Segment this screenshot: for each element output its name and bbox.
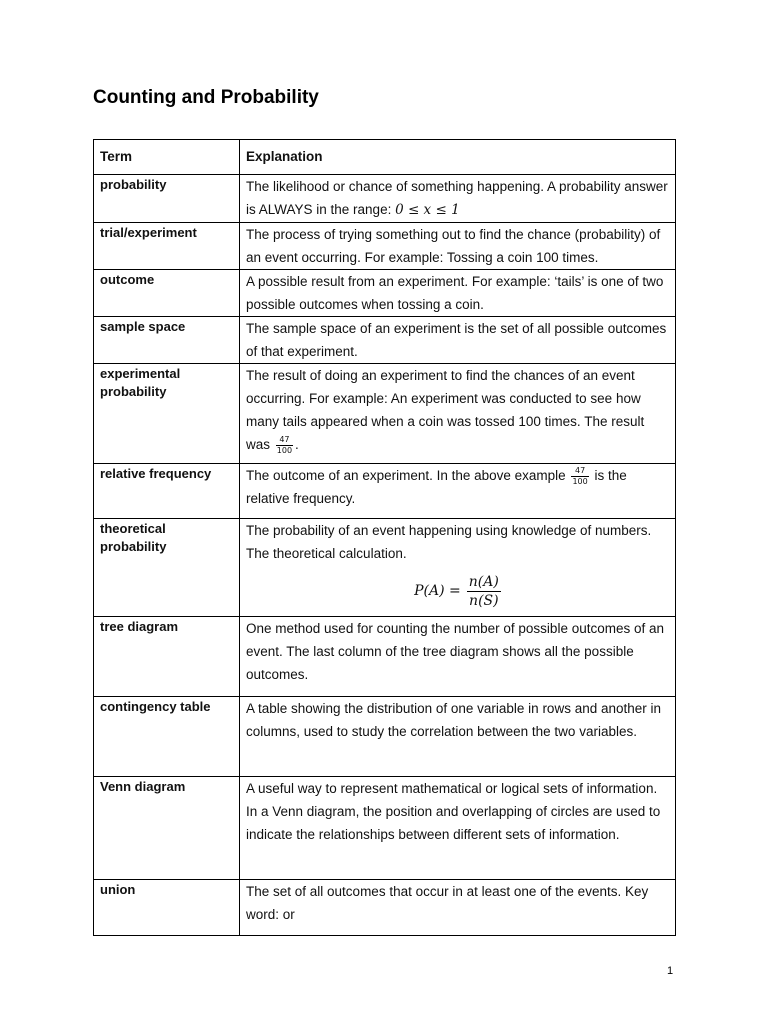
term-cell: trial/experiment xyxy=(94,223,240,270)
explanation-cell: The probability of an event happening using knowledge of numbers. The theoretical calculation. P(A) = $\frac{n(A)}{n(S)}$ xyxy=(240,519,676,617)
explanation-cell: A possible result from an experiment. For example: ‘tails’ is one of two possible outcomes when tossing a coin. xyxy=(240,270,676,317)
column-header-term: Term xyxy=(94,140,240,175)
glossary-table xyxy=(93,139,676,936)
table-row xyxy=(94,270,676,317)
explanation-cell: The set of all outcomes that occur in at least one of the events. Key word: or xyxy=(240,880,676,936)
explanation-cell: The sample space of an experiment is the set of all possible outcomes of that experiment. xyxy=(240,317,676,364)
term-cell: sample space xyxy=(94,317,240,364)
page-title: Counting and Probability xyxy=(93,87,319,108)
term-cell: tree diagram xyxy=(94,617,240,697)
fraction: $\frac{47}{100}$ xyxy=(276,434,293,455)
column-header-explanation: Explanation xyxy=(240,140,676,175)
explanation-cell: A table showing the distribution of one variable in rows and another in columns, used to study the correlation between the two variables. xyxy=(240,697,676,777)
explanation-cell: A useful way to represent mathematical or logical sets of information. In a Venn diagram, the position and overlapping of circles are used to indicate the relationships between different sets of information. xyxy=(240,777,676,880)
term-cell: contingency table xyxy=(94,697,240,777)
table-row xyxy=(94,697,676,777)
explanation-cell: The outcome of an experiment. In the above example $\frac{47}{100}$ is the relative frequency. xyxy=(240,464,676,519)
term-cell: theoretical probability xyxy=(94,519,240,617)
table-row xyxy=(94,317,676,364)
term-cell: probability xyxy=(94,175,240,223)
range-formula: 0 ≤ x ≤ 1 xyxy=(395,202,460,218)
explanation-cell: The process of trying something out to find the chance (probability) of an event occurring. For example: Tossing a coin 100 times. xyxy=(240,223,676,270)
page-number: 1 xyxy=(667,965,674,977)
table-row xyxy=(94,464,676,519)
explanation-cell: One method used for counting the number of possible outcomes of an event. The last column of the tree diagram shows all the possible outcomes. xyxy=(240,617,676,697)
table-header-row xyxy=(94,140,676,175)
table-row xyxy=(94,223,676,270)
explanation-cell: The likelihood or chance of something happening. A probability answer is ALWAYS in the range: 0 ≤ x ≤ 1 xyxy=(240,175,676,223)
table-row xyxy=(94,617,676,697)
term-cell: Venn diagram xyxy=(94,777,240,880)
table-row xyxy=(94,364,676,464)
fraction: $\frac{47}{100}$ xyxy=(572,465,588,486)
table-row xyxy=(94,777,676,880)
term-cell: experimental probability xyxy=(94,364,240,464)
table-row xyxy=(94,175,676,223)
probability-formula: P(A) = $\frac{n(A)}{n(S)}$ xyxy=(414,574,499,609)
explanation-cell: The result of doing an experiment to find the chances of an event occurring. For example: An experiment was conducted to see how many tails appeared when a coin was tossed 100 times. The result was $\frac{47}{100}$ . xyxy=(240,364,676,464)
table-row xyxy=(94,519,676,617)
term-cell: outcome xyxy=(94,270,240,317)
term-cell: union xyxy=(94,880,240,936)
table-row xyxy=(94,880,676,936)
term-cell: relative frequency xyxy=(94,464,240,519)
